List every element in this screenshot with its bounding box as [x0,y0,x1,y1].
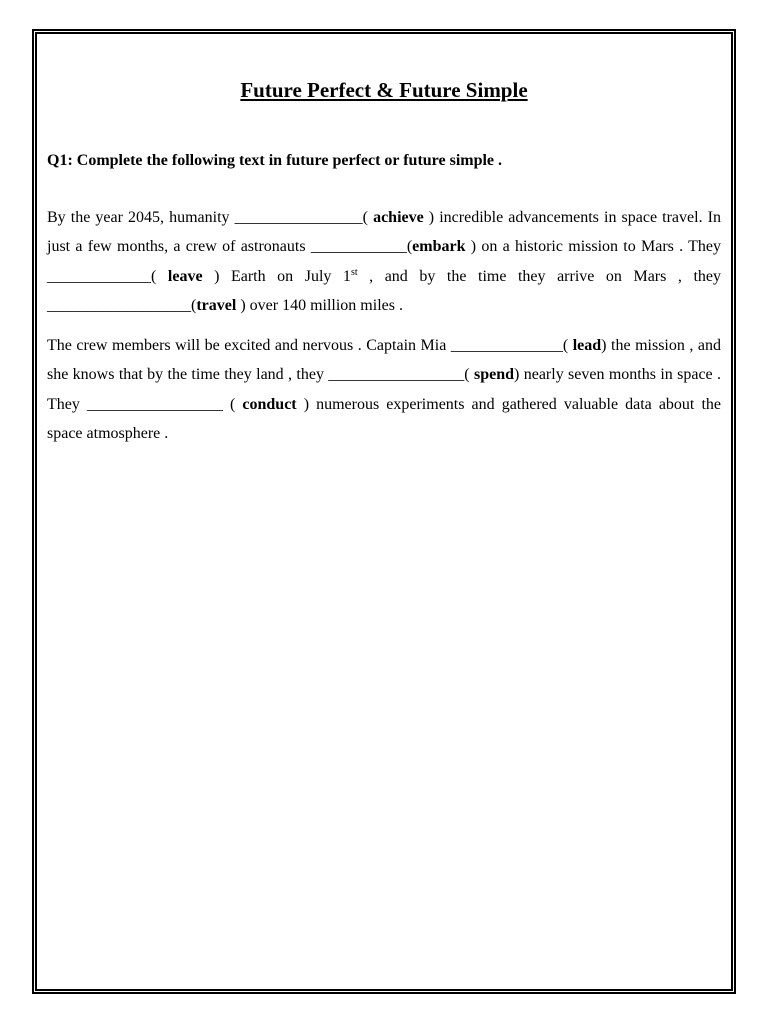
paragraph-2-text: The crew members will be excited and nervous . Captain Mia ______________( [47,337,573,354]
paragraph-1-text: By the year 2045, humanity ________________( [47,209,374,226]
page-border [32,29,736,994]
paragraph-1-text: ) over 140 million miles . [236,296,403,314]
worksheet-title: Future Perfect & Future Simple [240,78,528,102]
verb-leave: leave [167,267,203,285]
verb-lead: lead [572,337,602,354]
paragraph-2-text: ) nearly seven months in space . They _________________ ( [47,366,722,413]
verb-embark: embark [412,238,466,256]
ordinal-suffix: st [350,266,358,278]
paragraph-2-text: ) numerous experiments and gathered valuable data about the space atmosphere . [47,395,721,442]
paragraph-1-text: ) incredible advancements in space travel. In just a few months, a crew of astronauts ____________( [47,209,721,256]
paragraph-1 [47,203,721,320]
paragraph-2 [47,331,721,448]
question-heading: Q1: Complete the following text in future perfect or future simple . [47,152,503,169]
verb-conduct: conduct [242,395,297,413]
verb-spend: spend [474,366,515,384]
paragraph-1-text: ) on a historic mission to Mars . They _____________( [47,238,722,285]
paragraph-1-text: ) Earth on July 1 [202,267,351,285]
paragraph-2-text: ) the mission , and she knows that by the time they land , they _________________( [47,337,722,384]
paragraph-1-text: , and by the time they arrive on Mars , they __________________( [47,267,722,314]
verb-achieve: achieve [373,209,424,226]
verb-travel: travel [196,296,237,314]
